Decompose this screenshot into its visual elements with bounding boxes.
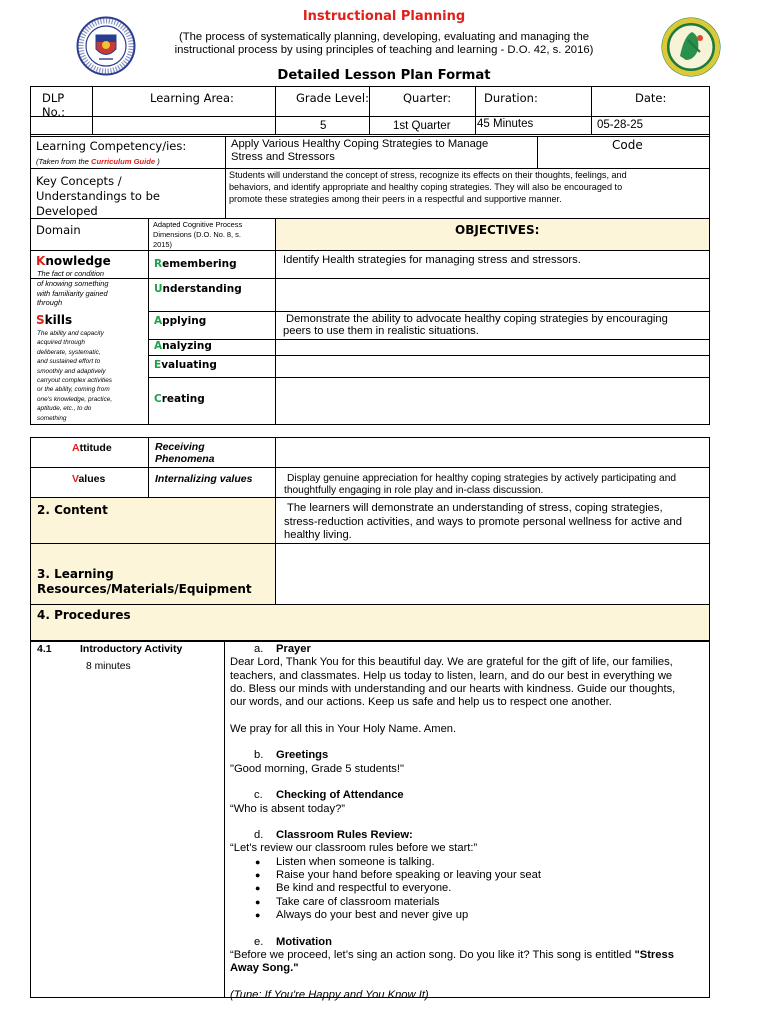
- dimensions-line2: Dimensions (D.O. No. 8, s.: [153, 230, 241, 239]
- key-concepts-label-1: Key Concepts /: [36, 174, 122, 188]
- competency-text-line2: Stress and Stressors: [231, 151, 335, 163]
- key-concepts-text-3: promote these strategies among their peers in a respectful and supportive manner.: [229, 194, 562, 204]
- grade-level-label: Grade Level:: [296, 91, 369, 105]
- prayer-line-3: do. Bless our minds with understanding and our hearts with kindness. Guide our thoughts,: [230, 682, 676, 695]
- prayer-line-2: teachers, and classmates. Help us today to listen, learn, and do our best in everything we: [230, 669, 673, 682]
- remembering-label: Remembering: [154, 258, 237, 270]
- resources-label-line1: 3. Learning: [37, 567, 114, 581]
- list-item: ● Be kind and respectful to everyone.: [250, 882, 706, 895]
- knowledge-label: Knowledge: [36, 254, 111, 268]
- dimensions-line3: 2015): [153, 240, 172, 249]
- quarter-label: Quarter:: [403, 91, 452, 105]
- dlp-label-no: No.:: [42, 105, 65, 119]
- list-item: ● Listen when someone is talking.: [250, 856, 706, 869]
- key-concepts-text-2: behaviors, and identify appropriate and healthy coping strategies. They will also be encouraged to: [229, 182, 623, 192]
- greetings-letter: b.: [254, 749, 264, 762]
- resources-label-line2: Resources/Materials/Equipment: [37, 582, 252, 596]
- procedures-label: 4. Procedures: [37, 608, 131, 622]
- competency-note: (Taken from the Curriculum Guide ): [36, 157, 160, 166]
- rules-intro: “Let’s review our classroom rules before we start:”: [230, 842, 478, 855]
- quarter-value: 1st Quarter: [393, 120, 451, 132]
- attendance-text: “Who is absent today?”: [230, 802, 346, 815]
- code-label: Code: [612, 138, 643, 152]
- header-subtitle-line2: instructional process by using principles of teaching and learning - D.O. 42, s. 2016): [174, 44, 594, 56]
- attendance-letter: c.: [254, 789, 263, 802]
- competency-label: Learning Competency/ies:: [36, 139, 187, 153]
- remembering-objective: Identify Health strategies for managing stress and stressors.: [283, 254, 581, 266]
- dimensions-line1: Adapted Cognitive Process: [153, 220, 243, 229]
- prayer-title: Prayer: [276, 643, 311, 655]
- objectives-label: OBJECTIVES:: [455, 223, 540, 237]
- list-item: ● Always do your best and never give up: [250, 909, 706, 922]
- motivation-tune: (Tune: If You're Happy and You Know It): [230, 988, 429, 1001]
- intro-activity-label: Introductory Activity: [80, 643, 183, 655]
- date-label: Date:: [635, 91, 667, 105]
- prayer-closing: We pray for all this in Your Holy Name. Amen.: [230, 722, 457, 735]
- applying-label: Applying: [154, 315, 207, 327]
- skills-desc: The ability and capacity acquired through deliberate, systematic, and sustained effort to smoothly and adaptively carryout complex activities or the ability, coming from one's knowledge, practice, aptitude, etc., to do something: [37, 330, 113, 422]
- learning-area-label: Learning Area:: [150, 91, 234, 105]
- key-concepts-label-3: Developed: [36, 204, 98, 218]
- content-text-line2: stress-reduction activities, and ways to promote personal wellness for active and: [284, 516, 682, 528]
- understanding-label: Understanding: [154, 283, 242, 295]
- intro-activity-time: 8 minutes: [86, 661, 131, 672]
- values-level: Internalizing values: [155, 473, 253, 485]
- greetings-text: "Good morning, Grade 5 students!": [230, 762, 404, 775]
- evaluating-label: Evaluating: [154, 359, 217, 371]
- domain-label: Domain: [36, 223, 81, 237]
- values-label: Values: [72, 473, 106, 485]
- list-item: ● Raise your hand before speaking or leaving your seat: [250, 869, 706, 882]
- intro-activity-number: 4.1: [37, 643, 52, 655]
- motivation-line2: Away Song.": [230, 962, 299, 975]
- values-objective-line2: thoughtfully engaging in role play and in-class discussion.: [284, 485, 544, 496]
- rules-title: Classroom Rules Review:: [276, 829, 413, 842]
- page-header-title: Instructional Planning: [302, 9, 466, 24]
- attitude-level-line2: Phenomena: [155, 453, 215, 465]
- competency-text-line1: Apply Various Healthy Coping Strategies to Manage: [231, 138, 489, 150]
- duration-value: 45 Minutes: [477, 118, 534, 130]
- analyzing-label: Analyzing: [154, 340, 212, 352]
- creating-label: Creating: [154, 393, 205, 405]
- skills-label: Skills: [36, 313, 73, 327]
- values-objective-line1: Display genuine appreciation for healthy coping strategies by actively participating and: [287, 473, 677, 484]
- rules-letter: d.: [254, 829, 264, 842]
- key-concepts-text-1: Students will understand the concept of stress, recognize its effects on their thoughts, feelings, and: [229, 170, 627, 180]
- dlp-label: DLP: [42, 91, 65, 105]
- motivation-line1: “Before we proceed, let’s sing an action song. Do you like it? This song is entitled "Stress: [230, 948, 674, 961]
- list-item: ● Take care of classroom materials: [250, 896, 706, 909]
- applying-objective-line1: Demonstrate the ability to advocate healthy coping strategies by encouraging: [286, 313, 668, 325]
- rules-list: [230, 856, 706, 922]
- applying-objective-line2: peers to use them in realistic situations.: [283, 325, 479, 337]
- motivation-letter: e.: [254, 935, 264, 948]
- prayer-line-1: Dear Lord, Thank You for this beautiful day. We are grateful for the gift of life, our families,: [230, 656, 673, 669]
- procedures-body: [230, 643, 706, 1002]
- key-concepts-label-2: Understandings to be: [36, 189, 160, 203]
- grade-level-value: 5: [320, 120, 327, 132]
- content-label: 2. Content: [37, 503, 108, 517]
- content-text-line1: The learners will demonstrate an understanding of stress, coping strategies,: [287, 502, 663, 514]
- deped-seal-icon: [68, 16, 144, 76]
- format-title: Detailed Lesson Plan Format: [277, 68, 491, 83]
- knowledge-desc: The fact or condition of knowing something with familiarity gained through: [37, 269, 109, 308]
- header-subtitle-line1: (The process of systematically planning, developing, evaluating and managing the: [178, 31, 590, 43]
- date-value: 05-28-25: [597, 119, 644, 131]
- greetings-title: Greetings: [276, 749, 329, 762]
- prayer-line-4: our words, and our actions. Keep us safe and help us to respect one another.: [230, 696, 612, 709]
- motivation-title: Motivation: [276, 935, 332, 948]
- attitude-label: Attitude: [72, 442, 112, 454]
- deped-cebu-seal-icon: [648, 16, 734, 78]
- attitude-level-line1: Receiving: [155, 441, 205, 453]
- attendance-title: Checking of Attendance: [276, 789, 404, 802]
- duration-label: Duration:: [484, 91, 538, 105]
- prayer-letter: a.: [254, 643, 264, 655]
- content-text-line3: healthy living.: [284, 529, 352, 541]
